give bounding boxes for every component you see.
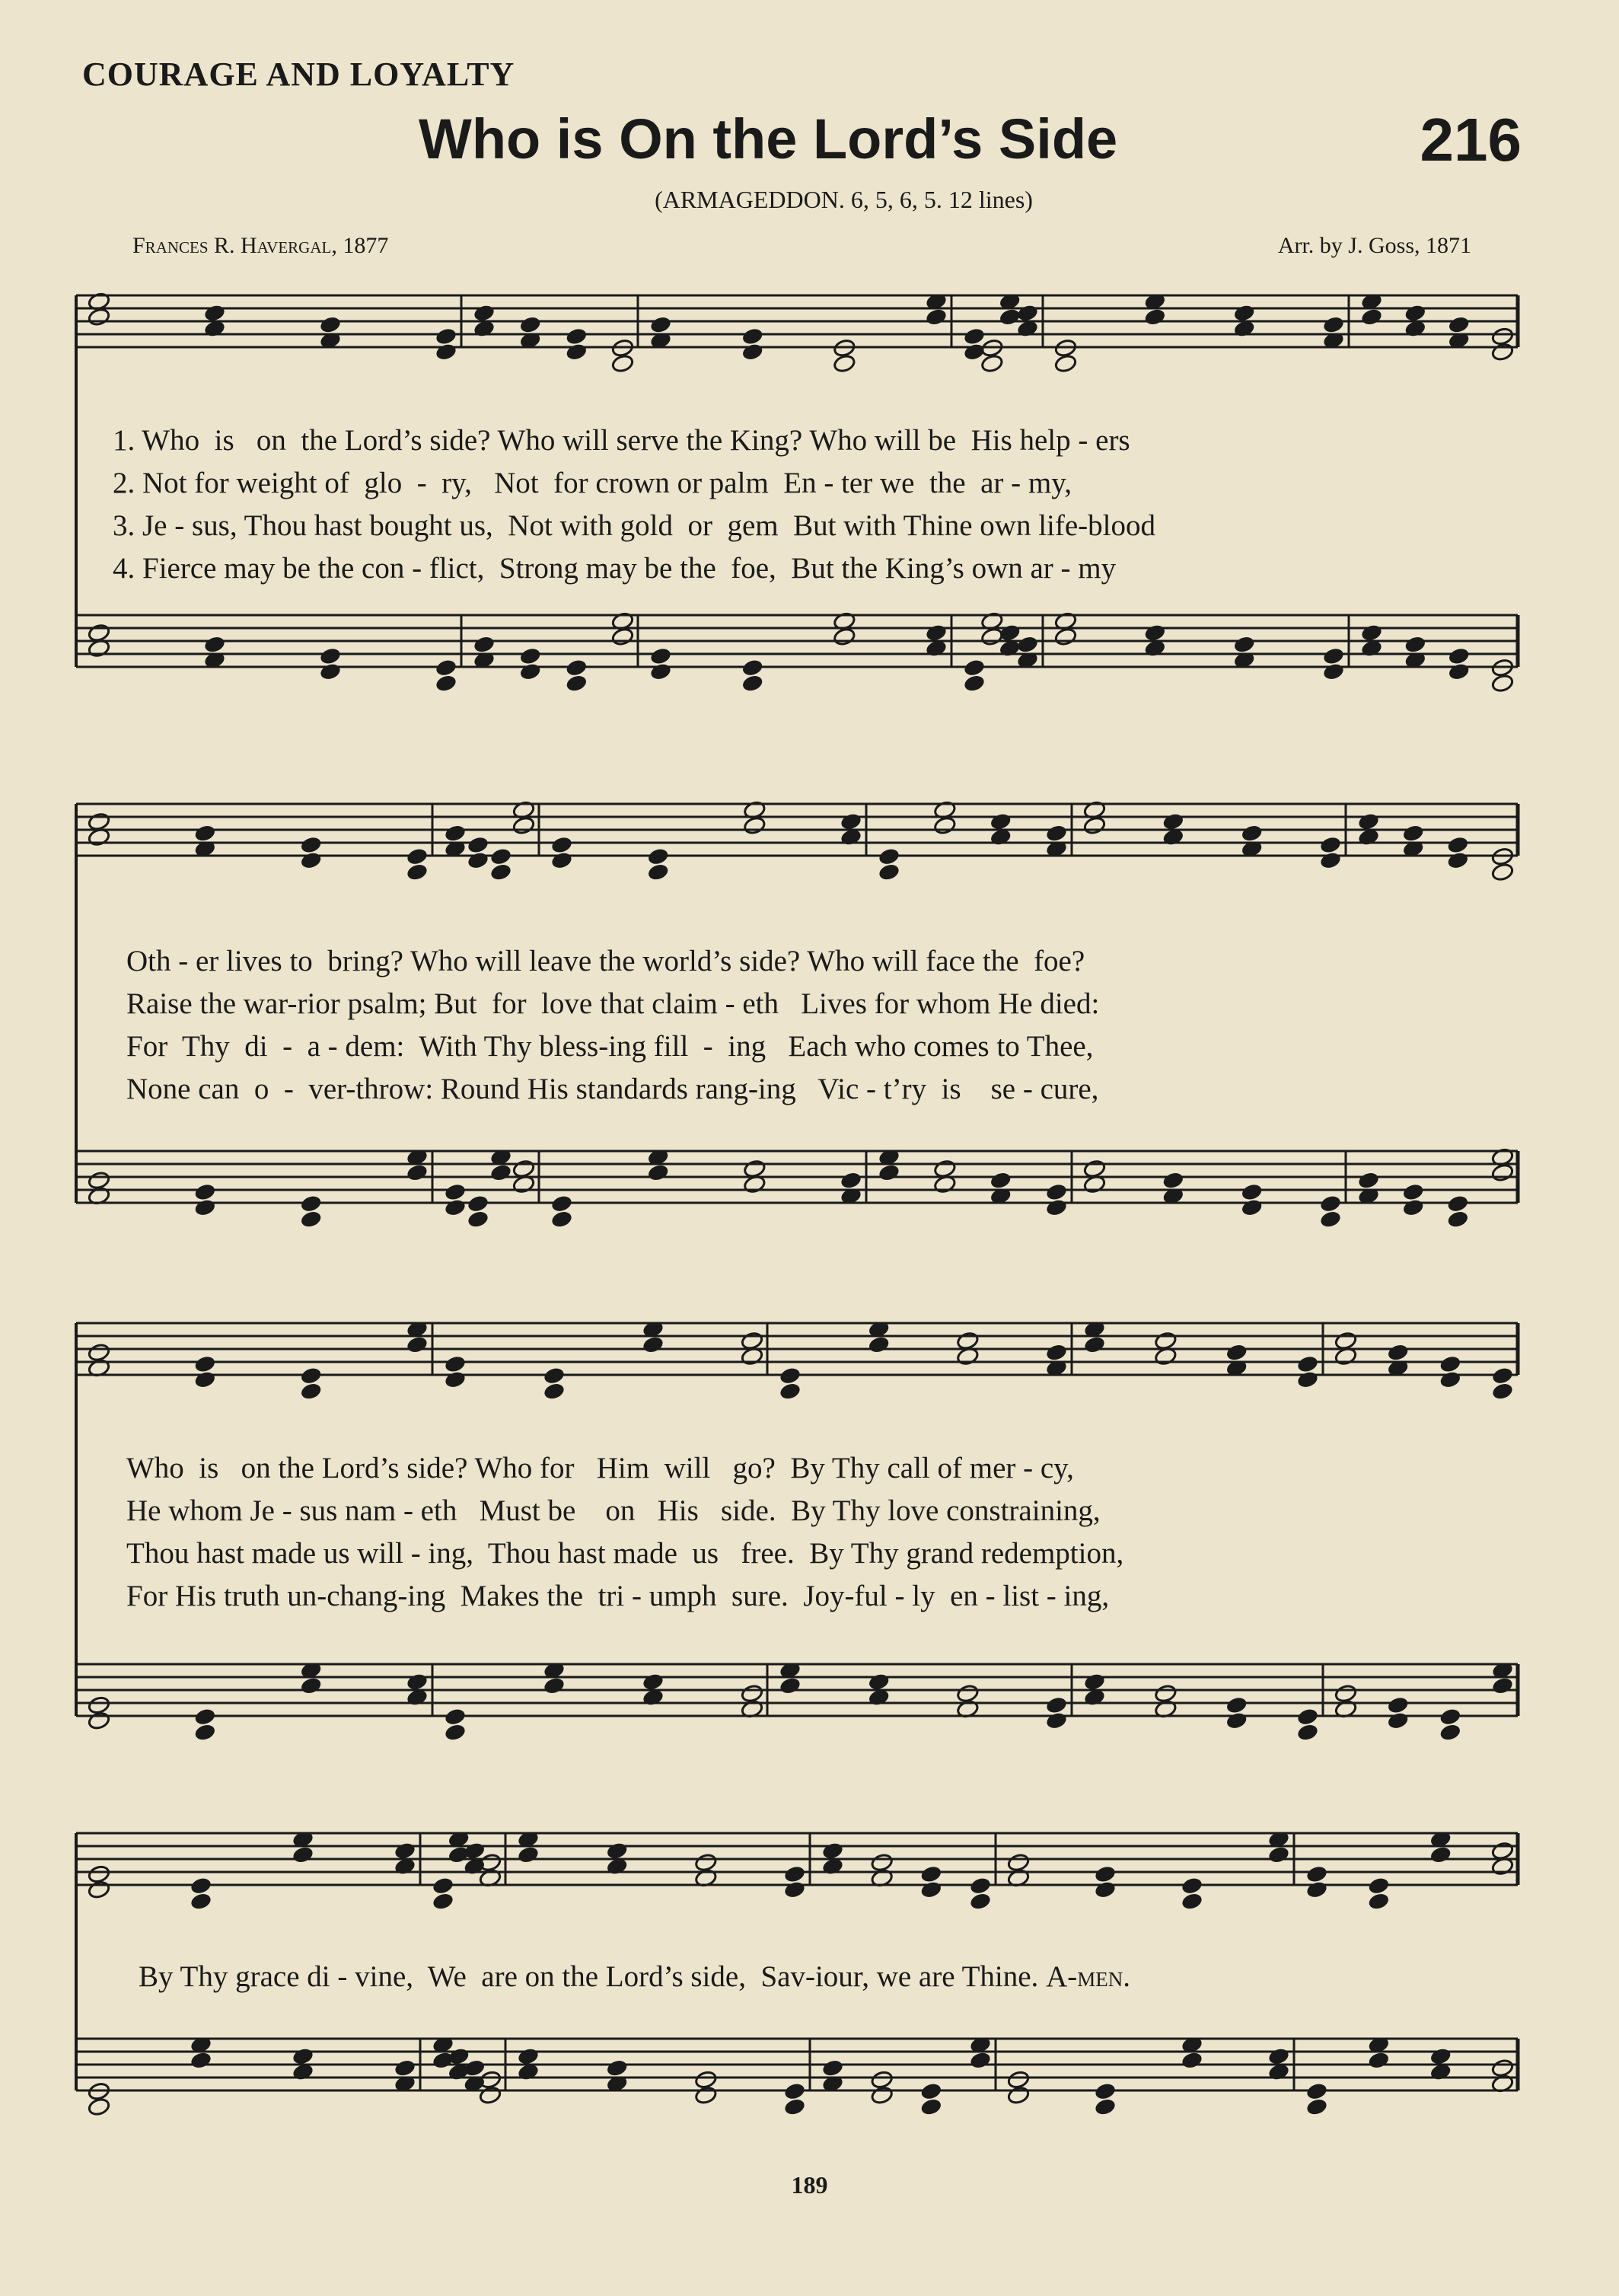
note-head: [1181, 1892, 1204, 1912]
note-head: [1319, 850, 1343, 870]
note-head: [1240, 824, 1264, 843]
note-head: [963, 658, 986, 678]
note-head: [1296, 1370, 1320, 1389]
lyric-line: 4. Fierce may be the con - flict, Strong may be the foe, But the King’s own ar - my: [113, 552, 1117, 585]
note-head: [479, 2085, 502, 2105]
note-head: [299, 835, 323, 855]
note-head: [646, 847, 670, 866]
note-head: [1094, 2097, 1117, 2117]
tune-name: (ARMAGEDDON. 6, 5, 6, 5. 12 lines): [655, 186, 1033, 213]
note-head: [878, 847, 901, 866]
note-head: [435, 658, 458, 678]
note-head: [783, 2097, 807, 2117]
note-head: [489, 1162, 513, 1182]
note-head: [550, 1194, 574, 1213]
amen-text: A-men.: [1046, 1960, 1130, 1993]
note-head: [1404, 303, 1427, 323]
lyric-line: Thou hast made us will - ing, Thou hast made us free. By Thy grand redemption,: [126, 1537, 1124, 1570]
note-head: [543, 1366, 566, 1386]
page-number: 189: [791, 2171, 828, 2199]
note-head: [933, 815, 957, 835]
note-head: [840, 812, 863, 831]
note-head: [833, 354, 856, 374]
note-head: [1305, 2081, 1329, 2101]
note-head: [406, 1335, 429, 1354]
lyric-line: 3. Je - sus, Thou hast bought us, Not with gold or gem But with Thine own life-blood: [113, 509, 1155, 542]
note-head: [878, 1162, 901, 1182]
lyric-text: By Thy grace di - vine, We are on the Lord’s side, Sav-iour, we are Thine.: [139, 1960, 1047, 1993]
note-head: [1045, 1695, 1069, 1715]
note-head: [565, 658, 588, 678]
note-head: [1054, 627, 1078, 646]
note-head: [1386, 1343, 1410, 1363]
note-head: [694, 2085, 718, 2105]
note-head: [1491, 1162, 1515, 1182]
note-head: [1296, 1707, 1320, 1727]
note-head: [1491, 863, 1515, 882]
note-head: [319, 646, 343, 666]
note-head: [447, 2046, 470, 2066]
note-head: [783, 2081, 807, 2101]
note-head: [870, 1853, 894, 1873]
note-head: [435, 342, 458, 362]
note-head: [1054, 354, 1078, 374]
note-head: [88, 812, 111, 831]
note-head: [1154, 1684, 1178, 1704]
note-head: [605, 2058, 629, 2078]
note-head: [821, 1841, 845, 1861]
arranger-credit: Arr. by J. Goss, 1871: [1277, 233, 1471, 258]
note-head: [1240, 1182, 1264, 1202]
note-head: [1429, 2046, 1452, 2066]
note-head: [649, 646, 673, 666]
note-head: [1334, 1331, 1358, 1350]
note-head: [517, 1845, 540, 1864]
note-head: [512, 1159, 536, 1178]
note-head: [1439, 1707, 1462, 1727]
note-head: [299, 1366, 323, 1386]
note-head: [649, 662, 673, 681]
note-head: [1045, 824, 1069, 843]
note-head: [743, 815, 766, 835]
note-head: [741, 658, 764, 678]
note-head: [1162, 812, 1185, 831]
note-head: [1007, 2085, 1031, 2105]
note-head: [406, 847, 429, 866]
note-head: [1154, 1331, 1178, 1350]
note-head: [1447, 315, 1471, 335]
lyric-line: For His truth un-chang-ing Makes the tri - umph sure. Joy-ful - ly en - list - ing,: [126, 1580, 1110, 1612]
note-head: [779, 1366, 802, 1386]
note-head: [190, 1892, 213, 1912]
note-head: [467, 835, 490, 855]
note-head: [980, 627, 1004, 646]
note-head: [467, 1210, 490, 1229]
note-head: [319, 662, 343, 681]
note-head: [833, 627, 856, 646]
note-head: [1094, 1880, 1117, 1899]
note-head: [1429, 1845, 1452, 1864]
note-head: [1319, 1194, 1343, 1213]
note-head: [190, 1876, 213, 1896]
note-head: [1322, 315, 1346, 335]
note-head: [741, 674, 764, 694]
note-head: [779, 1382, 802, 1402]
note-head: [203, 303, 227, 323]
note-head: [989, 1171, 1012, 1191]
note-head: [444, 1197, 467, 1217]
note-head: [1267, 1845, 1291, 1864]
note-head: [1446, 835, 1470, 855]
note-head: [1240, 1197, 1264, 1217]
note-head: [1083, 1335, 1107, 1354]
note-head: [1491, 1676, 1515, 1695]
note-head: [1181, 2050, 1204, 2070]
note-head: [1305, 1880, 1329, 1899]
note-head: [299, 1210, 323, 1229]
note-head: [299, 1676, 323, 1695]
note-head: [1491, 674, 1515, 694]
note-head: [1094, 1864, 1117, 1884]
note-head: [299, 1194, 323, 1213]
note-head: [444, 1354, 467, 1374]
note-head: [1007, 2070, 1031, 2090]
note-head: [565, 674, 588, 694]
note-head: [783, 1880, 807, 1899]
note-head: [518, 315, 542, 335]
note-head: [925, 623, 948, 643]
note-head: [646, 863, 670, 882]
note-head: [518, 662, 542, 681]
note-head: [649, 315, 673, 335]
note-head: [299, 850, 323, 870]
note-head: [473, 635, 496, 655]
note-head: [565, 327, 588, 346]
note-head: [190, 2050, 213, 2070]
note-head: [1386, 1695, 1410, 1715]
note-head: [543, 1676, 566, 1695]
note-head: [1225, 1343, 1248, 1363]
note-head: [88, 1343, 111, 1363]
lyric-line: Raise the war-rior psalm; But for love that claim - eth Lives for whom He died:: [126, 987, 1100, 1020]
note-head: [1360, 307, 1384, 327]
note-head: [969, 1892, 993, 1912]
note-head: [1305, 1864, 1329, 1884]
note-head: [998, 623, 1021, 643]
note-head: [1232, 303, 1256, 323]
note-head: [1360, 623, 1384, 643]
note-head: [611, 627, 635, 646]
note-head: [741, 1684, 764, 1704]
note-head: [444, 824, 467, 843]
note-head: [489, 847, 513, 866]
note-head: [980, 354, 1004, 374]
note-head: [1319, 835, 1343, 855]
note-head: [605, 1841, 629, 1861]
author-credit: Frances R. Havergal, 1877: [132, 233, 389, 258]
note-head: [394, 2058, 417, 2078]
note-head: [821, 2058, 845, 2078]
note-head: [550, 835, 574, 855]
note-head: [406, 1672, 429, 1692]
lyric-line: 1. Who is on the Lord’s side? Who will serve the King? Who will be His help - ers: [113, 424, 1130, 457]
note-head: [435, 674, 458, 694]
note-head: [743, 1159, 766, 1178]
note-head: [1267, 2046, 1291, 2066]
note-head: [840, 1171, 863, 1191]
note-head: [1367, 1892, 1391, 1912]
note-head: [479, 2070, 502, 2090]
note-head: [646, 1162, 670, 1182]
note-head: [406, 1162, 429, 1182]
note-head: [1491, 1841, 1515, 1861]
note-head: [444, 1370, 467, 1389]
note-head: [1357, 1171, 1381, 1191]
note-head: [193, 1354, 217, 1374]
hymn-number: 216: [1420, 106, 1522, 174]
note-head: [203, 635, 227, 655]
note-head: [1447, 646, 1471, 666]
lyric-line: Oth - er lives to bring? Who will leave the world’s side? Who will face the foe?: [126, 945, 1085, 977]
note-head: [919, 1880, 943, 1899]
note-head: [956, 1331, 980, 1350]
note-head: [969, 1876, 993, 1896]
note-head: [933, 1159, 957, 1178]
note-head: [1083, 1159, 1107, 1178]
note-head: [467, 1194, 490, 1213]
note-head: [193, 1707, 217, 1727]
note-head: [88, 1695, 111, 1715]
note-head: [1225, 1695, 1248, 1715]
note-head: [1083, 815, 1107, 835]
note-head: [88, 623, 111, 643]
note-head: [1305, 2097, 1329, 2117]
note-head: [1491, 342, 1515, 362]
note-head: [1322, 662, 1346, 681]
note-head: [406, 863, 429, 882]
note-head: [642, 1672, 665, 1692]
note-head: [432, 1892, 455, 1912]
note-head: [919, 2081, 943, 2101]
lyric-line: Who is on the Lord’s side? Who for Him will go? By Thy call of mer - cy,: [126, 1452, 1074, 1484]
note-head: [193, 824, 217, 843]
note-head: [193, 1723, 217, 1743]
note-head: [88, 307, 111, 327]
note-head: [193, 1370, 217, 1389]
note-head: [870, 2085, 894, 2105]
note-head: [989, 812, 1012, 831]
note-head: [512, 815, 536, 835]
note-head: [783, 1864, 807, 1884]
note-head: [925, 307, 948, 327]
note-head: [489, 863, 513, 882]
note-head: [292, 2046, 315, 2066]
note-head: [1045, 1711, 1069, 1730]
note-head: [473, 303, 496, 323]
lyric-line: He whom Je - sus nam - eth Must be on His side. By Thy love constraining,: [126, 1494, 1101, 1527]
note-head: [1491, 327, 1515, 346]
note-head: [1007, 1853, 1031, 1873]
note-head: [867, 1672, 891, 1692]
section-heading: COURAGE AND LOYALTY: [82, 56, 515, 93]
note-head: [779, 1676, 802, 1695]
lyric-line: 2. Not for weight of glo - ry, Not for crown or palm En - ter we the ar - my,: [113, 467, 1072, 499]
note-head: [741, 342, 764, 362]
note-head: [88, 2097, 111, 2117]
note-head: [319, 315, 343, 335]
note-head: [1439, 1723, 1462, 1743]
note-head: [543, 1382, 566, 1402]
note-head: [694, 2070, 718, 2090]
note-head: [467, 850, 490, 870]
note-head: [1401, 1197, 1425, 1217]
note-head: [193, 1197, 217, 1217]
note-head: [1319, 1210, 1343, 1229]
note-head: [1322, 646, 1346, 666]
note-head: [435, 327, 458, 346]
note-head: [1367, 1876, 1391, 1896]
note-head: [463, 1841, 486, 1861]
note-head: [867, 1335, 891, 1354]
note-head: [1367, 2050, 1391, 2070]
note-head: [88, 1171, 111, 1191]
note-head: [1491, 2058, 1515, 2078]
note-head: [1446, 850, 1470, 870]
note-head: [694, 1853, 718, 1873]
note-head: [550, 1210, 574, 1229]
note-head: [444, 1723, 467, 1743]
note-head: [1446, 1194, 1470, 1213]
note-head: [463, 2058, 486, 2078]
note-head: [1045, 1343, 1069, 1363]
note-head: [1083, 1672, 1107, 1692]
note-head: [1045, 1182, 1069, 1202]
note-head: [1094, 2081, 1117, 2101]
note-head: [394, 1841, 417, 1861]
note-head: [1143, 623, 1167, 643]
note-head: [193, 1182, 217, 1202]
note-head: [1357, 812, 1381, 831]
note-head: [1143, 307, 1167, 327]
note-head: [88, 1711, 111, 1730]
note-head: [1225, 1711, 1248, 1730]
lyric-line: [139, 1960, 1130, 1994]
note-head: [956, 1684, 980, 1704]
note-head: [870, 2070, 894, 2090]
note-head: [1296, 1723, 1320, 1743]
note-head: [1232, 635, 1256, 655]
note-head: [479, 1853, 502, 1873]
note-head: [550, 850, 574, 870]
note-head: [1447, 662, 1471, 681]
note-head: [741, 1331, 764, 1350]
note-head: [1296, 1354, 1320, 1374]
note-head: [1334, 1684, 1358, 1704]
note-head: [741, 327, 764, 346]
note-head: [565, 342, 588, 362]
note-head: [1016, 635, 1040, 655]
lyric-line: For Thy di - a - dem: With Thy bless-ing fill - ing Each who comes to Thee,: [126, 1030, 1094, 1063]
note-head: [963, 327, 986, 346]
hymn-title: Who is On the Lord’s Side: [419, 107, 1118, 171]
note-head: [611, 354, 635, 374]
note-head: [1491, 1382, 1515, 1402]
note-head: [969, 2050, 993, 2070]
note-head: [1491, 1366, 1515, 1386]
lyric-line: None can o - ver-throw: Round His standards rang-ing Vic - t’ry is se - cure,: [126, 1073, 1099, 1105]
note-head: [1045, 1197, 1069, 1217]
note-head: [1401, 1182, 1425, 1202]
note-head: [1162, 1171, 1185, 1191]
note-head: [642, 1335, 665, 1354]
note-head: [1446, 1210, 1470, 1229]
note-head: [1386, 1711, 1410, 1730]
note-head: [919, 1864, 943, 1884]
note-head: [444, 1182, 467, 1202]
note-head: [432, 1876, 455, 1896]
note-head: [998, 307, 1021, 327]
note-head: [1181, 1876, 1204, 1896]
note-head: [919, 2097, 943, 2117]
note-head: [1439, 1354, 1462, 1374]
note-head: [88, 1864, 111, 1884]
note-head: [292, 1845, 315, 1864]
note-head: [518, 646, 542, 666]
note-head: [1404, 635, 1427, 655]
note-head: [878, 863, 901, 882]
note-head: [1439, 1370, 1462, 1389]
note-head: [963, 674, 986, 694]
note-head: [299, 1382, 323, 1402]
note-head: [88, 1880, 111, 1899]
note-head: [444, 1707, 467, 1727]
note-head: [517, 2046, 540, 2066]
note-head: [1016, 303, 1040, 323]
note-head: [1401, 824, 1425, 843]
